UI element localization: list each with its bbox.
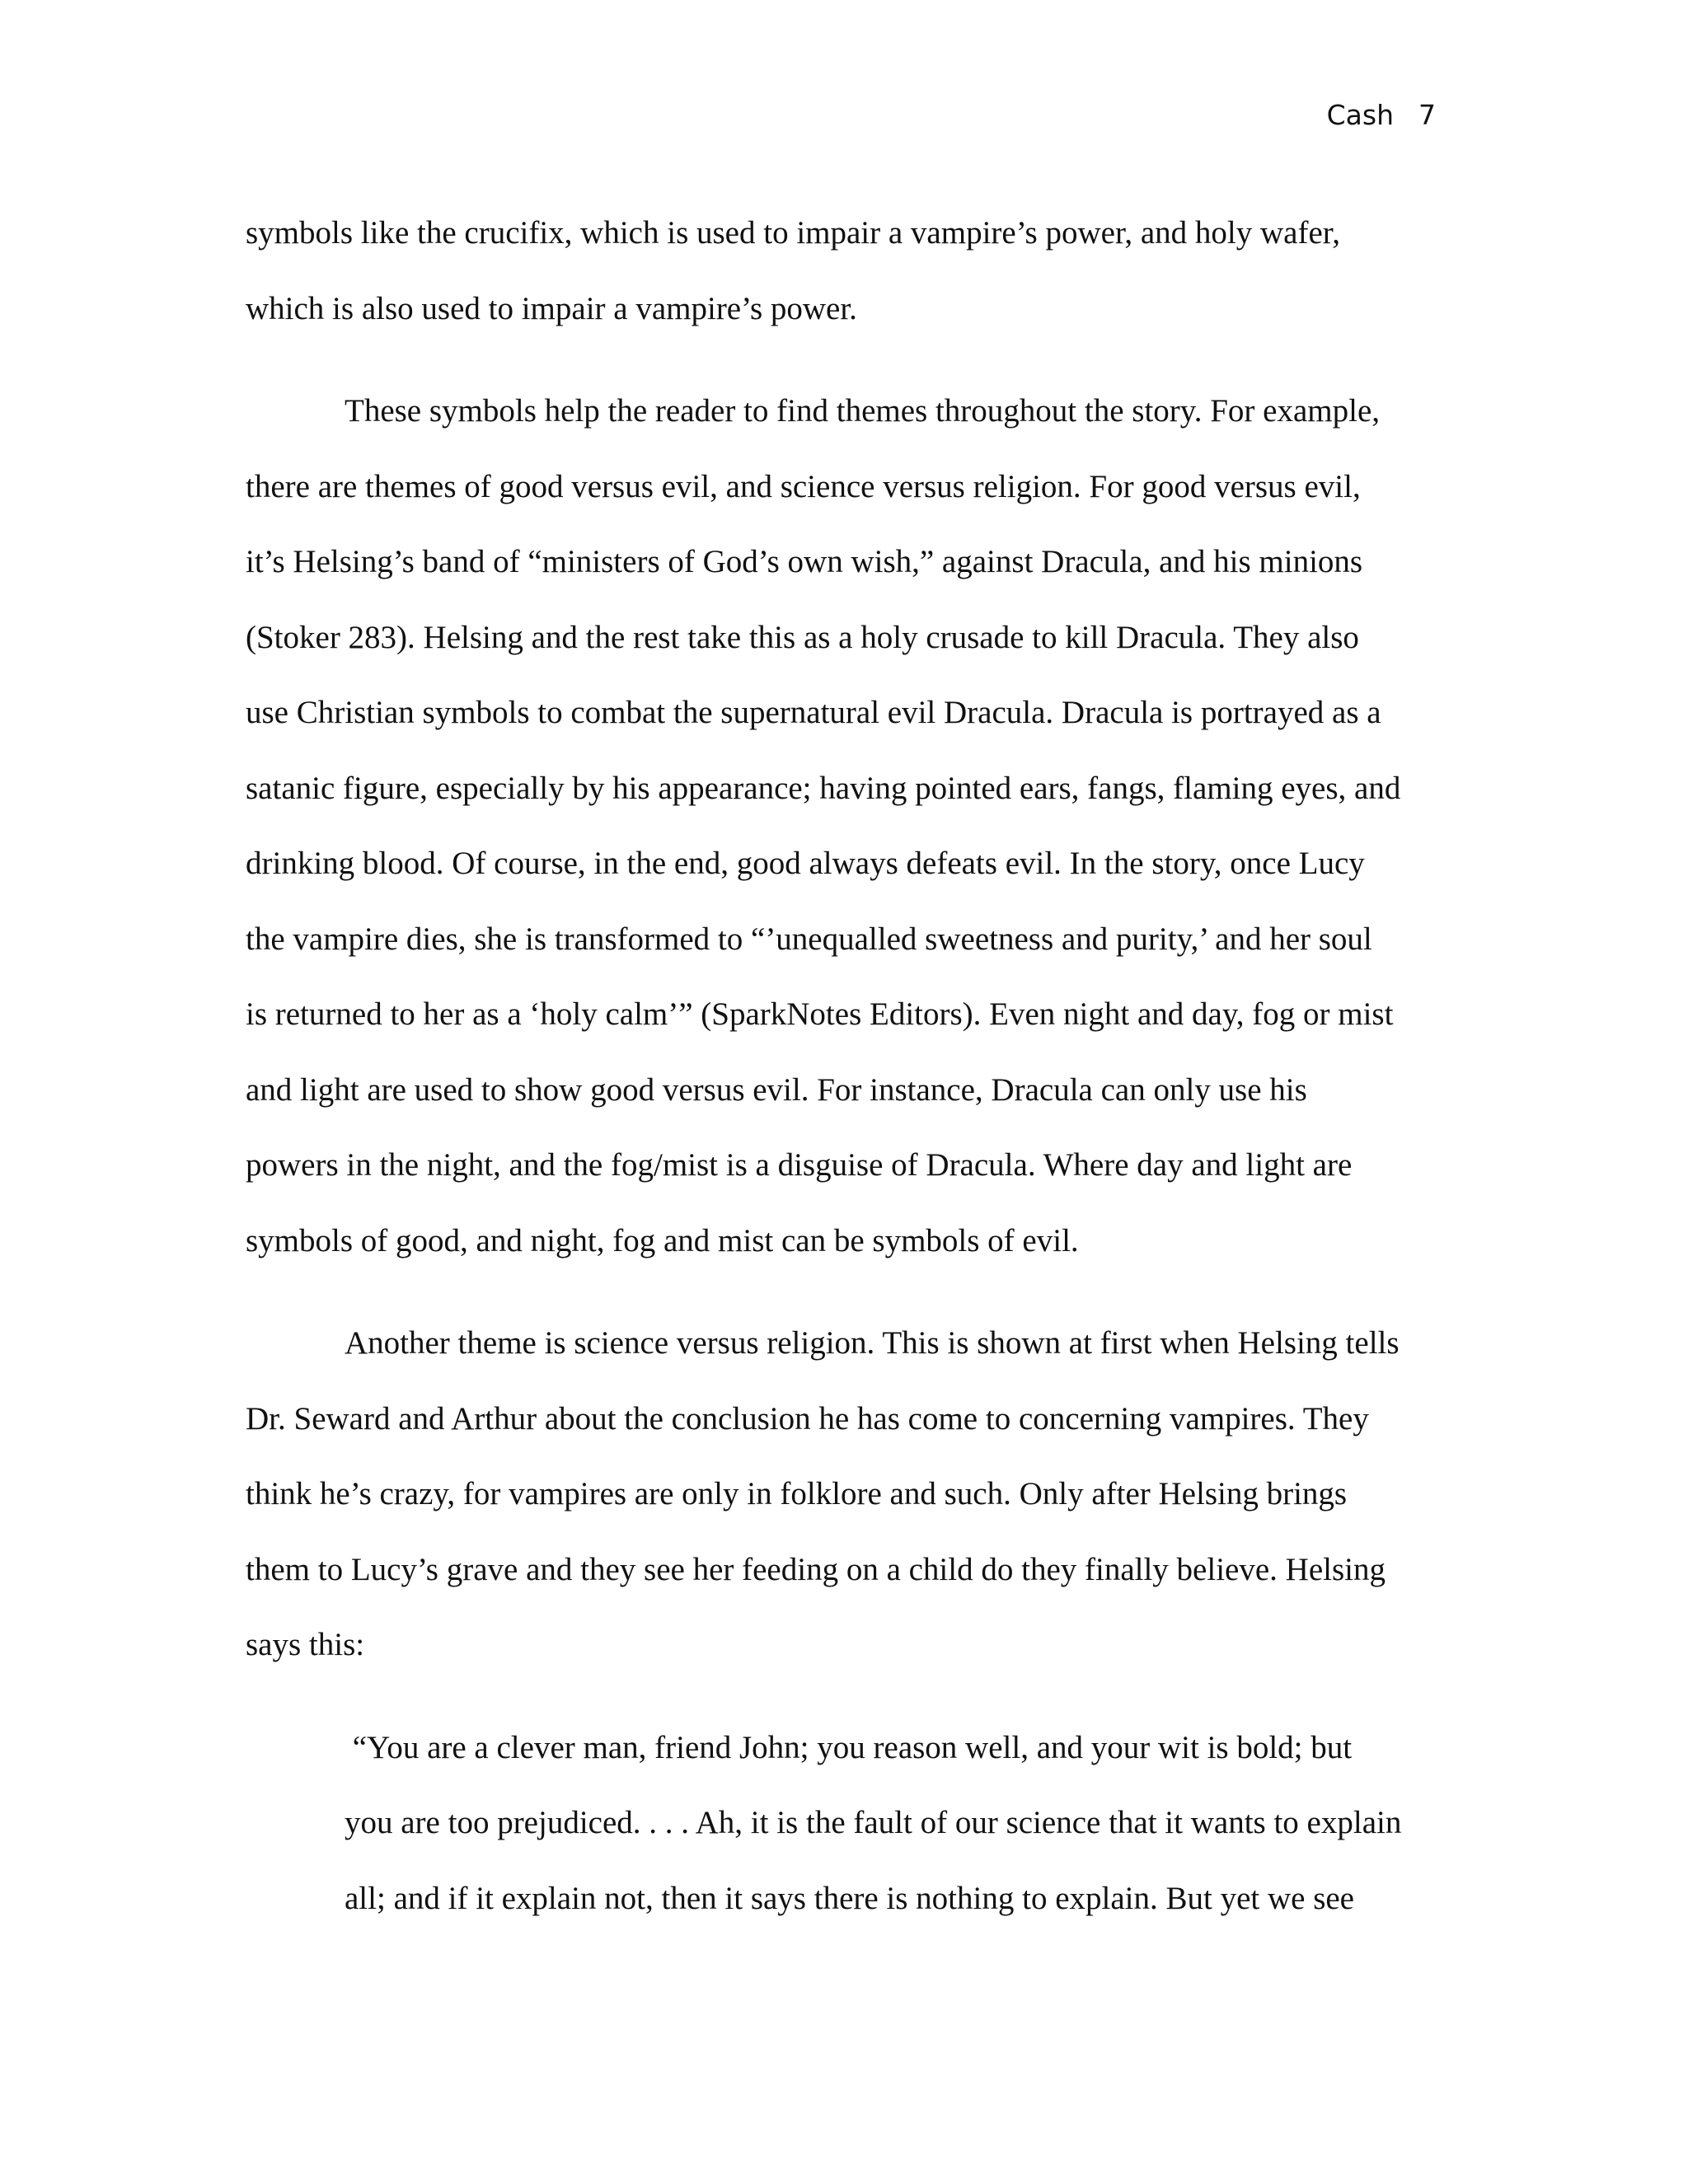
quote-line: you are too prejudiced. . . . Ah, it is the fault of our science that it wants to explain <box>345 1805 1402 1840</box>
text-line: These symbols help the reader to find themes throughout the story. For example, <box>345 393 1381 429</box>
text-line: (Stoker 283). Helsing and the rest take this as a holy crusade to kill Dracula. They also <box>246 619 1359 655</box>
text-line: drinking blood. Of course, in the end, good always defeats evil. In the story, once Lucy <box>246 846 1365 881</box>
paragraph-continued <box>246 195 1434 346</box>
text-line: is returned to her as a ‘holy calm’” (SparkNotes Editors). Even night and day, fog or mist <box>246 996 1394 1032</box>
quote-line: all; and if it explain not, then it says there is nothing to explain. But yet we see <box>345 1880 1354 1916</box>
text-line: them to Lucy’s grave and they see her feeding on a child do they finally believe. Helsing <box>246 1551 1386 1587</box>
text-line: it’s Helsing’s band of “ministers of God’s own wish,” against Dracula, and his minions <box>246 544 1363 579</box>
text-line: symbols of good, and night, fog and mist can be symbols of evil. <box>246 1222 1079 1258</box>
quote-line: “You are a clever man, friend John; you reason well, and your wit is bold; but <box>345 1729 1353 1765</box>
text-line: think he’s crazy, for vampires are only in folklore and such. Only after Helsing brings <box>246 1476 1348 1511</box>
author-name: Cash <box>1326 99 1394 131</box>
text-line: which is also used to impair a vampire’s power. <box>246 290 857 326</box>
paragraph-good-versus-evil <box>246 373 1434 1278</box>
essay-body <box>246 195 1434 1936</box>
text-line: says this: <box>246 1627 365 1662</box>
page-number: 7 <box>1418 99 1436 131</box>
text-line: powers in the night, and the fog/mist is a disguise of Dracula. Where day and light are <box>246 1147 1353 1183</box>
text-line: satanic figure, especially by his appearance; having pointed ears, fangs, flaming eyes, and <box>246 770 1401 806</box>
text-line: Dr. Seward and Arthur about the conclusion he has come to concerning vampires. They <box>246 1400 1369 1436</box>
text-line: Another theme is science versus religion. This is shown at first when Helsing tells <box>345 1325 1400 1361</box>
block-quote <box>246 1710 1434 1937</box>
running-header <box>1327 97 1436 134</box>
text-line: use Christian symbols to combat the supernatural evil Dracula. Dracula is portrayed as a <box>246 695 1381 730</box>
text-line: the vampire dies, she is transformed to “’unequalled sweetness and purity,’ and her soul <box>246 921 1372 957</box>
text-line: symbols like the crucifix, which is used to impair a vampire’s power, and holy wafer, <box>246 215 1340 251</box>
text-line: there are themes of good versus evil, and science versus religion. For good versus evil, <box>246 468 1361 504</box>
paragraph-science-versus-religion <box>246 1305 1434 1683</box>
text-line: and light are used to show good versus evil. For instance, Dracula can only use his <box>246 1071 1307 1108</box>
